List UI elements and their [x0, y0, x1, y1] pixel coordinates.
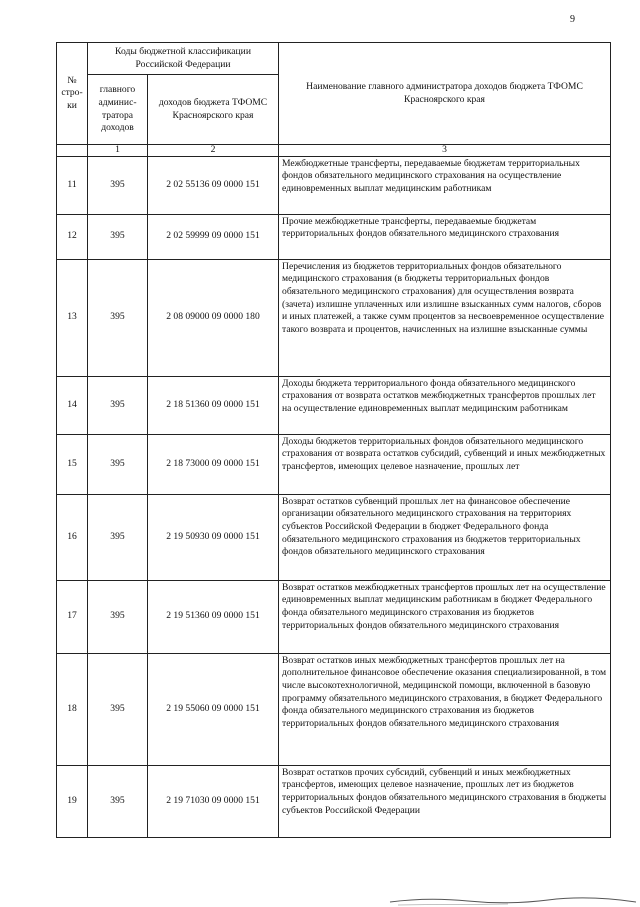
row-number: 14 [57, 376, 88, 434]
row-admin-code: 395 [88, 580, 148, 653]
column-number: 3 [279, 145, 611, 157]
row-number: 12 [57, 214, 88, 259]
row-admin-code: 395 [88, 494, 148, 580]
table-row [57, 494, 611, 580]
table-row [57, 214, 611, 259]
row-description: Доходы бюджетов территориальных фондов обязательного медицинского страхования от возврата остатков субсидий, субвенций и иных межбюджетных трансфертов, имеющих целевое назначение, прошлых лет [279, 434, 611, 494]
row-admin-code: 395 [88, 259, 148, 376]
row-revenue-code: 2 08 09000 09 0000 180 [148, 259, 279, 376]
row-description: Возврат остатков прочих субсидий, субвенций и иных межбюджетных трансфертов, имеющих целевое назначение, прошлых лет из бюджетов территориальных фондов обязательного медицинского страхования в бюджеты субъектов Российской Федерации [279, 765, 611, 837]
row-revenue-code: 2 18 73000 09 0000 151 [148, 434, 279, 494]
row-admin-code: 395 [88, 156, 148, 214]
row-revenue-code: 2 02 59999 09 0000 151 [148, 214, 279, 259]
row-revenue-code: 2 18 51360 09 0000 151 [148, 376, 279, 434]
row-description: Доходы бюджета территориального фонда обязательного медицинского страхования от возврата остатков межбюджетных трансфертов прошлых лет на осуществление единовременных выплат медицинским работникам [279, 376, 611, 434]
table-row [57, 376, 611, 434]
row-revenue-code: 2 19 51360 09 0000 151 [148, 580, 279, 653]
row-revenue-code: 2 19 71030 09 0000 151 [148, 765, 279, 837]
row-admin-code: 395 [88, 376, 148, 434]
row-admin-code: 395 [88, 214, 148, 259]
row-revenue-code: 2 19 55060 09 0000 151 [148, 653, 279, 765]
budget-classification-table [56, 42, 611, 838]
header-row-no: № стро-ки [57, 43, 88, 145]
row-description: Межбюджетные трансферты, передаваемые бюджетам территориальных фондов обязательного медицинского страхования на осуществление единовременных выплат медицинским работникам [279, 156, 611, 214]
row-number: 15 [57, 434, 88, 494]
page-number: 9 [570, 14, 575, 25]
column-number: 1 [88, 145, 148, 157]
table-header [57, 43, 611, 157]
row-revenue-code: 2 19 50930 09 0000 151 [148, 494, 279, 580]
table-row [57, 156, 611, 214]
row-number: 19 [57, 765, 88, 837]
row-description: Прочие межбюджетные трансферты, передаваемые бюджетам территориальных фондов обязательного медицинского страхования [279, 214, 611, 259]
row-number: 17 [57, 580, 88, 653]
table-row [57, 653, 611, 765]
row-number: 16 [57, 494, 88, 580]
row-revenue-code: 2 02 55136 09 0000 151 [148, 156, 279, 214]
header-main-admin: главного админис-тратора доходов [88, 75, 148, 145]
column-number: 2 [148, 145, 279, 157]
header-tfoms-revenue: доходов бюджета ТФОМС Красноярского края [148, 75, 279, 145]
row-admin-code: 395 [88, 765, 148, 837]
table-body [57, 156, 611, 837]
row-number: 13 [57, 259, 88, 376]
column-number-row [57, 145, 611, 157]
row-admin-code: 395 [88, 434, 148, 494]
header-admin-name: Наименование главного администратора доходов бюджета ТФОМС Красноярского края [279, 43, 611, 145]
row-number: 11 [57, 156, 88, 214]
table-row [57, 259, 611, 376]
row-description: Перечисления из бюджетов территориальных фондов обязательного медицинского страхования (в бюджеты территориальных фондов обязательного медицинского страхования) для осуществления возврата (зачета) излишне уплаченных или излишне взысканных сумм налогов, сборов и иных платежей, а также сумм процентов за несвоевременное осуществление такого возврата и процентов, начисленных на излишне взысканные суммы [279, 259, 611, 376]
row-description: Возврат остатков иных межбюджетных трансфертов прошлых лет на дополнительное финансовое обеспечение оказания специализированной, в том числе высокотехнологичной, медицинской помощи, включенной в базовую программу обязательного медицинского страхования, в бюджет Федерального фонда обязательного медицинского страхования из бюджетов территориальных фондов обязательного медицинского страхования [279, 653, 611, 765]
row-number: 18 [57, 653, 88, 765]
row-description: Возврат остатков межбюджетных трансфертов прошлых лет на осуществление единовременных выплат медицинским работникам в бюджет Федерального фонда обязательного медицинского страхования из бюджетов территориальных фондов обязательного медицинского страхования [279, 580, 611, 653]
table-row [57, 434, 611, 494]
table-row [57, 765, 611, 837]
row-admin-code: 395 [88, 653, 148, 765]
row-description: Возврат остатков субвенций прошлых лет на финансовое обеспечение организации обязательного медицинского страхования на территориях субъектов Российской Федерации в бюджет Федерального фонда обязательного медицинского страхования из бюджетов территориальных фондов обязательного медицинского страхования [279, 494, 611, 580]
header-codes-group: Коды бюджетной классификации Российской Федерации [88, 43, 279, 75]
table-row [57, 580, 611, 653]
